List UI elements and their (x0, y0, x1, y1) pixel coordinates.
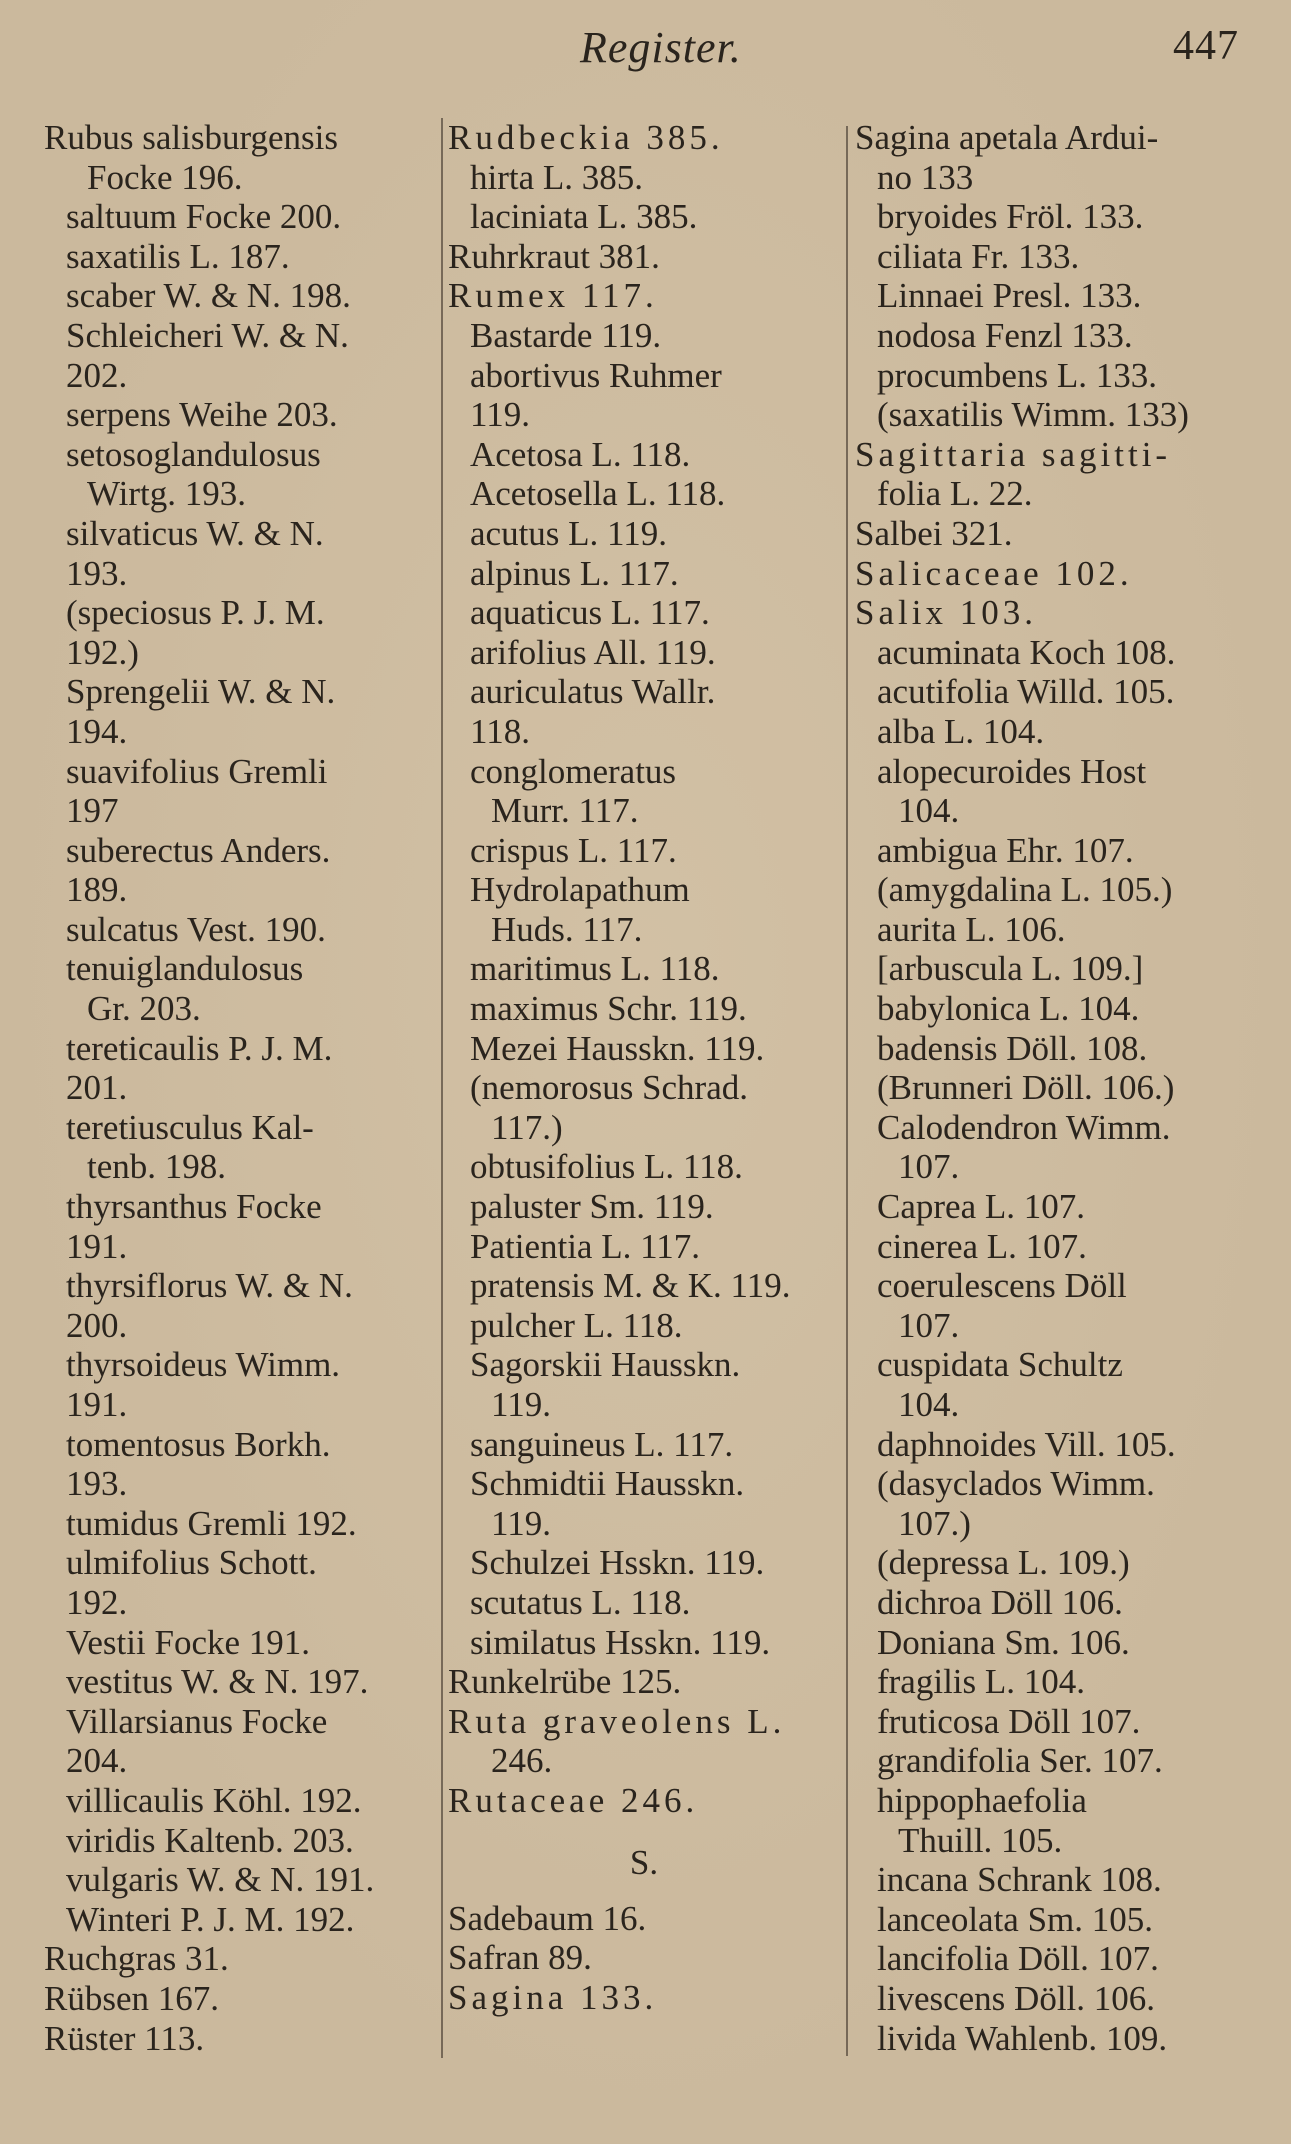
index-subentry: cuspidata Schultz (877, 1345, 1123, 1385)
index-subentry: pulcher L. 118. (470, 1305, 683, 1345)
index-subentry: bryoides Fröl. 133. (877, 197, 1144, 237)
index-subentry: serpens Weihe 203. (66, 395, 338, 435)
index-subentry: Winteri P. J. M. 192. (66, 1899, 355, 1939)
index-subentry: 191. (66, 1226, 128, 1266)
index-subentry: alopecuroides Host (877, 751, 1147, 791)
index-subentry: (Brunneri Döll. 106.) (877, 1068, 1175, 1108)
index-subentry: tumidus Gremli 192. (66, 1503, 357, 1543)
index-subentry: thyrsoideus Wimm. (66, 1345, 341, 1385)
index-subentry: 193. (66, 1464, 128, 1504)
index-subentry: ciliata Fr. 133. (877, 236, 1080, 276)
index-subentry: 107. (898, 1305, 960, 1345)
index-subentry: 193. (66, 553, 128, 593)
index-subentry: similatus Hsskn. 119. (470, 1622, 771, 1662)
index-entry: Rüster 113. (44, 2018, 205, 2058)
index-subentry: tomentosus Borkh. (66, 1424, 331, 1464)
index-entry: Sagina 133. (448, 1977, 658, 2017)
index-subentry: livescens Döll. 106. (877, 1978, 1156, 2018)
index-subentry: thyrsiflorus W. & N. (66, 1266, 353, 1306)
index-subentry: tenb. 198. (87, 1147, 227, 1187)
index-subentry: lanceolata Sm. 105. (877, 1899, 1154, 1939)
index-subentry: tereticaulis P. J. M. (66, 1028, 333, 1068)
index-column-2 (448, 118, 840, 2017)
index-subentry: scutatus L. 118. (470, 1582, 691, 1622)
index-subentry: abortivus Ruhmer (470, 355, 722, 395)
index-subentry: scaber W. & N. 198. (66, 276, 351, 316)
index-subentry: (speciosus P. J. M. (66, 593, 325, 633)
index-subentry: Bastarde 119. (470, 315, 662, 355)
index-subentry: (nemorosus Schrad. (470, 1068, 749, 1108)
index-subentry: Hydrolapathum (470, 870, 690, 910)
index-entry: Ruhrkraut 381. (448, 236, 660, 276)
index-subentry: acutifolia Willd. 105. (877, 672, 1175, 712)
index-entry: Rumex 117. (448, 276, 658, 316)
index-subentry: aurita L. 106. (877, 909, 1066, 949)
index-entry: Sadebaum 16. (448, 1898, 647, 1938)
index-subentry: fragilis L. 104. (877, 1662, 1086, 1702)
index-subentry: 118. (470, 711, 530, 751)
index-subentry: Sprengelii W. & N. (66, 672, 336, 712)
index-subentry: teretiusculus Kal- (66, 1107, 314, 1147)
index-entry: Ruchgras 31. (44, 1939, 229, 1979)
index-subentry: coerulescens Döll (877, 1266, 1127, 1306)
index-subentry: 119. (470, 395, 530, 435)
index-subentry: auriculatus Wallr. (470, 672, 716, 712)
index-subentry: Gr. 203. (87, 989, 201, 1029)
index-subentry: incana Schrank 108. (877, 1860, 1162, 1900)
index-subentry: setosoglandulosus (66, 434, 321, 474)
index-subentry: nodosa Fenzl 133. (877, 315, 1133, 355)
index-column-1 (44, 118, 436, 2058)
index-subentry: procumbens L. 133. (877, 355, 1157, 395)
index-subentry: Caprea L. 107. (877, 1187, 1085, 1227)
index-subentry: Acetosa L. 118. (470, 434, 691, 474)
index-subentry: 117.) (491, 1107, 563, 1147)
index-subentry: vulgaris W. & N. 191. (66, 1860, 375, 1900)
index-subentry: 104. (898, 791, 960, 831)
index-subentry: paluster Sm. 119. (470, 1187, 714, 1227)
index-subentry: alba L. 104. (877, 711, 1045, 751)
index-subentry: daphnoides Vill. 105. (877, 1424, 1176, 1464)
index-subentry: 119. (491, 1503, 551, 1543)
index-entry: Sagittaria sagitti- (855, 434, 1172, 474)
index-subentry: Vestii Focke 191. (66, 1622, 311, 1662)
index-subentry: 194. (66, 711, 128, 751)
index-subentry: acuminata Koch 108. (877, 632, 1176, 672)
index-entry: Ruta graveolens L. (448, 1701, 786, 1741)
index-subentry: ambigua Ehr. 107. (877, 830, 1134, 870)
index-subentry: hippophaefolia (877, 1780, 1087, 1820)
index-subentry: Villarsianus Focke (66, 1701, 328, 1741)
index-subentry: Doniana Sm. 106. (877, 1622, 1130, 1662)
index-subentry: Sagorskii Hausskn. (470, 1345, 741, 1385)
index-subentry: Murr. 117. (491, 791, 639, 831)
index-subentry: crispus L. 117. (470, 830, 677, 870)
index-subentry: 192.) (66, 632, 139, 672)
index-subentry: 246. (491, 1741, 553, 1781)
index-subentry: Linnaei Presl. 133. (877, 276, 1142, 316)
index-subentry: alpinus L. 117. (470, 553, 679, 593)
column-divider (441, 118, 443, 2058)
index-entry: Salicaceae 102. (855, 553, 1133, 593)
index-entry: Rübsen 167. (44, 1978, 219, 2018)
index-entry: Rubus salisburgensis (44, 118, 338, 157)
index-subentry: dichroa Döll 106. (877, 1582, 1123, 1622)
index-subentry: hirta L. 385. (470, 157, 644, 197)
index-subentry: fruticosa Döll 107. (877, 1701, 1141, 1741)
column-divider (846, 126, 848, 2056)
index-subentry: laciniata L. 385. (470, 197, 698, 237)
page-number: 447 (1173, 23, 1239, 69)
index-subentry: conglomeratus (470, 751, 677, 791)
index-subentry: 201. (66, 1068, 128, 1108)
index-column-3 (855, 118, 1255, 2058)
index-subentry: maritimus L. 118. (470, 949, 720, 989)
index-subentry: acutus L. 119. (470, 513, 667, 553)
index-subentry: Schulzei Hsskn. 119. (470, 1543, 765, 1583)
index-subentry: Schmidtii Hausskn. (470, 1464, 745, 1504)
index-subentry: suavifolius Gremli (66, 751, 328, 791)
index-subentry: vestitus W. & N. 197. (66, 1662, 369, 1702)
index-subentry: suberectus Anders. (66, 830, 331, 870)
index-subentry: 189. (66, 870, 128, 910)
index-subentry: babylonica L. 104. (877, 989, 1140, 1029)
index-subentry: tenuiglandulosus (66, 949, 304, 989)
index-subentry: Mezei Hausskn. 119. (470, 1028, 765, 1068)
index-subentry: 107.) (898, 1503, 971, 1543)
index-entry: Sagina apetala Ardui- (855, 118, 1159, 157)
index-entry: Salix 103. (855, 593, 1037, 633)
index-subentry: (amygdalina L. 105.) (877, 870, 1173, 910)
index-subentry: Huds. 117. (491, 909, 643, 949)
index-subentry: folia L. 22. (877, 474, 1033, 514)
index-subentry: 192. (66, 1582, 128, 1622)
index-entry: Salbei 321. (855, 513, 1013, 553)
index-subentry: villicaulis Köhl. 192. (66, 1780, 362, 1820)
index-subentry: badensis Döll. 108. (877, 1028, 1148, 1068)
index-subentry: Schleicheri W. & N. (66, 315, 349, 355)
index-entry: Rutaceae 246. (448, 1780, 699, 1820)
index-subentry: saltuum Focke 200. (66, 197, 342, 237)
index-subentry: viridis Kaltenb. 203. (66, 1820, 354, 1860)
index-subentry: (dasyclados Wimm. (877, 1464, 1155, 1504)
index-subentry: 107. (898, 1147, 960, 1187)
index-subentry: arifolius All. 119. (470, 632, 716, 672)
index-subentry: no 133 (877, 157, 974, 197)
index-subentry: 204. (66, 1741, 128, 1781)
index-subentry: 191. (66, 1385, 128, 1424)
index-subentry: cinerea L. 107. (877, 1226, 1087, 1266)
index-subentry: Patientia L. 117. (470, 1226, 701, 1266)
index-subentry: sanguineus L. 117. (470, 1424, 734, 1464)
index-subentry: livida Wahlenb. 109. (877, 2018, 1168, 2058)
index-subentry: Wirtg. 193. (87, 474, 246, 514)
index-subentry: grandifolia Ser. 107. (877, 1741, 1163, 1781)
index-subentry: maximus Schr. 119. (470, 989, 747, 1029)
index-subentry: ulmifolius Schott. (66, 1543, 317, 1583)
index-entry: Runkelrübe 125. (448, 1662, 682, 1702)
index-subentry: 202. (66, 355, 128, 395)
index-entry: Safran 89. (448, 1938, 592, 1978)
index-subentry: sulcatus Vest. 190. (66, 909, 326, 949)
index-subentry: 197 (66, 791, 119, 831)
index-subentry: Calodendron Wimm. (877, 1107, 1171, 1147)
index-subentry: Focke 196. (87, 157, 243, 197)
index-subentry: obtusifolius L. 118. (470, 1147, 743, 1187)
index-subentry: silvaticus W. & N. (66, 513, 324, 553)
index-subentry: saxatilis L. 187. (66, 236, 290, 276)
index-subentry: (saxatilis Wimm. 133) (877, 395, 1189, 435)
index-entry: Rudbeckia 385. (448, 118, 724, 157)
index-subentry: Thuill. 105. (898, 1820, 1063, 1860)
index-subentry: 200. (66, 1305, 128, 1345)
page-header (0, 18, 1291, 78)
index-subentry: aquaticus L. 117. (470, 593, 710, 633)
index-subentry: lancifolia Döll. 107. (877, 1939, 1159, 1979)
section-letter: S. (629, 1842, 659, 1882)
running-title: Register. (580, 23, 742, 72)
index-subentry: (depressa L. 109.) (877, 1543, 1130, 1583)
index-subentry: pratensis M. & K. 119. (470, 1266, 791, 1306)
index-subentry: thyrsanthus Focke (66, 1187, 322, 1227)
index-subentry: 104. (898, 1385, 960, 1424)
index-subentry: Acetosella L. 118. (470, 474, 726, 514)
index-subentry: [arbuscula L. 109.] (877, 949, 1144, 989)
index-subentry: 119. (491, 1385, 551, 1424)
